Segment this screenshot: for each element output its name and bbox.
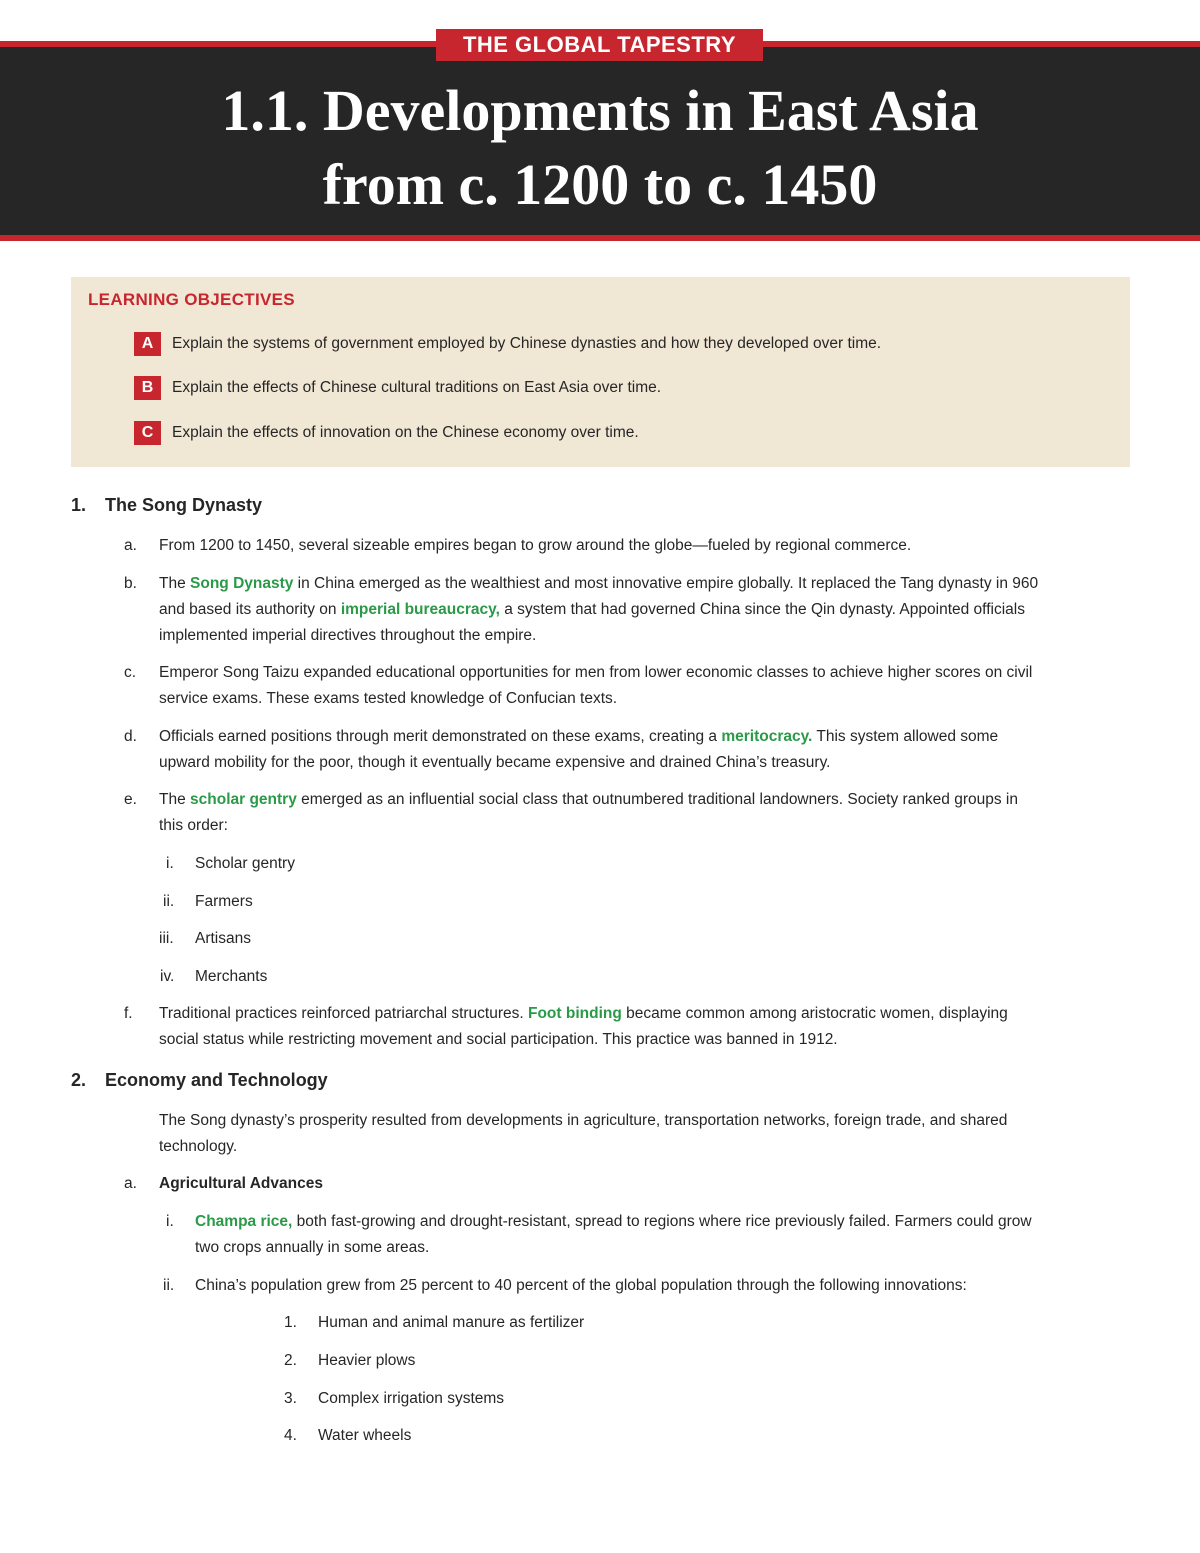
objective-badge-c: C <box>134 421 161 445</box>
list-marker: ii. <box>163 1277 175 1294</box>
objectives-heading: LEARNING OBJECTIVES <box>88 290 295 309</box>
key-term: Foot binding <box>528 1005 622 1022</box>
section-heading-song-dynasty <box>71 495 262 516</box>
list-item <box>159 1001 1008 1053</box>
text-line: implemented imperial directives throughout the empire. <box>159 627 537 644</box>
list-marker: 1. <box>284 1314 297 1331</box>
objective-text-c: Explain the effects of innovation on the Chinese economy over time. <box>172 424 639 441</box>
text-run: Officials earned positions through merit demonstrated on these exams, creating a <box>159 728 722 745</box>
text-line: this order: <box>159 817 228 834</box>
text-line <box>159 787 1018 813</box>
text-run: in China emerged as the wealthiest and most innovative empire globally. It replaced the Tang dynasty in 960 <box>293 575 1039 592</box>
section-title: Economy and Technology <box>105 1070 328 1090</box>
list-marker: f. <box>124 1005 133 1022</box>
page-title <box>0 74 1200 222</box>
list-item: China’s population grew from 25 percent to 40 percent of the global population through the following innovations: <box>195 1277 967 1294</box>
objective-text-b: Explain the effects of Chinese cultural traditions on East Asia over time. <box>172 379 662 396</box>
text-line: service exams. These exams tested knowledge of Confucian texts. <box>159 690 618 707</box>
list-item <box>195 1209 1032 1261</box>
list-marker: 3. <box>284 1390 297 1407</box>
list-marker: iii. <box>159 930 174 947</box>
list-item: Complex irrigation systems <box>318 1390 505 1407</box>
section-number: 2. <box>71 1070 87 1090</box>
text-line <box>159 724 998 750</box>
text-line: technology. <box>159 1138 238 1155</box>
objective-a <box>134 332 881 356</box>
text-line: social status while restricting movement and social participation. This practice was banned in 1912. <box>159 1031 838 1048</box>
list-item: Artisans <box>195 930 251 947</box>
objective-text-a: Explain the systems of government employed by Chinese dynasties and how they developed over time. <box>172 335 882 352</box>
list-item: Merchants <box>195 968 268 985</box>
list-marker: ii. <box>163 893 175 910</box>
list-marker: 4. <box>284 1427 297 1444</box>
list-marker: e. <box>124 791 137 808</box>
text-line <box>195 1209 1032 1235</box>
list-marker: a. <box>124 537 137 554</box>
objective-badge-b: B <box>134 376 161 400</box>
text-run: emerged as an influential social class that outnumbered traditional landowners. Society ranked groups in <box>296 791 1018 808</box>
text-line <box>159 1001 1008 1027</box>
text-line: The Song dynasty’s prosperity resulted from developments in agriculture, transportation networks, foreign trade, and shared <box>159 1112 1008 1129</box>
list-item <box>159 787 1018 839</box>
list-item: From 1200 to 1450, several sizeable empires began to grow around the globe—fueled by regional commerce. <box>159 537 912 554</box>
key-term: Song Dynasty <box>190 575 294 592</box>
learning-objectives-box <box>71 277 1130 467</box>
text-run: became common among aristocratic women, displaying <box>621 1005 1008 1022</box>
list-item: Heavier plows <box>318 1352 416 1369</box>
header-bottom-rule <box>0 235 1200 241</box>
subsection-heading: Agricultural Advances <box>159 1175 323 1192</box>
page-title-line1: 1.1. Developments in East Asia <box>221 78 979 143</box>
section-number: 1. <box>71 495 87 515</box>
text-line <box>159 597 1038 623</box>
text-run: Traditional practices reinforced patriarchal structures. <box>159 1005 528 1022</box>
section-intro <box>159 1108 1007 1160</box>
list-item: Scholar gentry <box>195 855 295 872</box>
list-marker: a. <box>124 1175 137 1192</box>
list-marker: i. <box>166 855 174 872</box>
section-heading-economy <box>71 1070 328 1091</box>
list-item <box>159 571 1038 649</box>
list-marker: 2. <box>284 1352 297 1369</box>
text-run: both fast-growing and drought-resistant, spread to regions where rice previously failed. Farmers could grow <box>292 1213 1032 1230</box>
objective-b <box>134 376 661 400</box>
list-item: Water wheels <box>318 1427 412 1444</box>
text-run: The <box>159 575 191 592</box>
list-marker: d. <box>124 728 137 745</box>
list-item: Farmers <box>195 893 253 910</box>
list-item: Human and animal manure as fertilizer <box>318 1314 585 1331</box>
key-term: Champa rice, <box>195 1213 293 1230</box>
text-line <box>159 571 1038 597</box>
text-line: Emperor Song Taizu expanded educational opportunities for men from lower economic classes to achieve higher scores on civil <box>159 664 1033 681</box>
text-run: a system that had governed China since the Qin dynasty. Appointed officials <box>499 601 1025 618</box>
objective-badge-a: A <box>134 332 161 356</box>
key-term: imperial bureaucracy, <box>340 601 500 618</box>
list-marker: b. <box>124 575 137 592</box>
list-marker: i. <box>166 1213 174 1230</box>
text-run: The <box>159 791 191 808</box>
text-line: two crops annually in some areas. <box>195 1239 430 1256</box>
text-run: and based its authority on <box>159 601 341 618</box>
text-run: This system allowed some <box>812 728 999 745</box>
section-title: The Song Dynasty <box>105 495 263 515</box>
list-item <box>159 660 1032 712</box>
page-title-line2: from c. 1200 to c. 1450 <box>322 152 878 217</box>
objective-c <box>134 421 639 445</box>
key-term: meritocracy. <box>721 728 813 745</box>
brand-tag: THE GLOBAL TAPESTRY <box>436 29 763 61</box>
list-item <box>159 724 998 776</box>
text-line: upward mobility for the poor, though it eventually became expensive and drained China’s treasury. <box>159 754 831 771</box>
list-marker: c. <box>124 664 137 681</box>
key-term: scholar gentry <box>190 791 297 808</box>
list-marker: iv. <box>160 968 175 985</box>
